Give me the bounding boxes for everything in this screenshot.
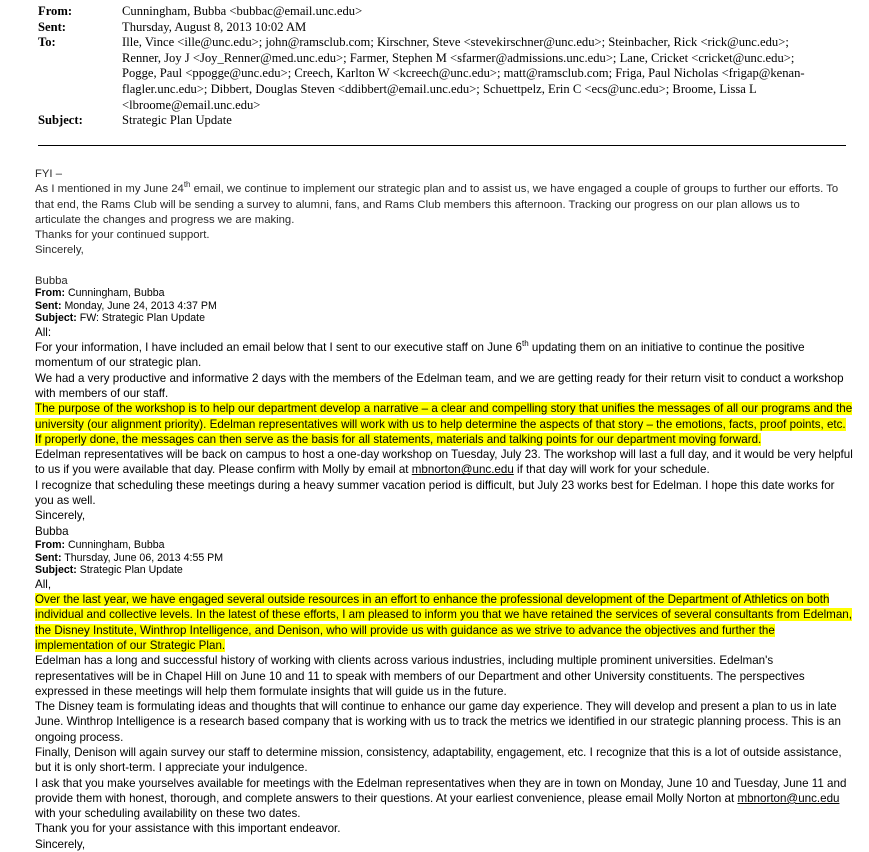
forward1-sent: Monday, June 24, 2013 4:37 PM (64, 299, 217, 312)
sent-label: Sent: (38, 19, 66, 34)
intro-message (35, 167, 845, 289)
email-link[interactable]: mbnorton@unc.edu (411, 463, 514, 477)
sent-value: Thursday, August 8, 2013 10:02 AM (122, 19, 307, 34)
from-row (38, 4, 848, 20)
forward2-subject: Strategic Plan Update (79, 564, 183, 577)
forward1-paragraph-4: Edelman representatives will be back on campus to host a one-day workshop on Tuesday, July 23. The workshop will last a full day, and it would be very helpful to us if you were available that day. Please confirm with Molly by email at mbnorton@unc.edu if that day will work for your schedule. (35, 448, 853, 477)
highlighted-text: Over the last year, we have engaged several outside resources in an effort to enhance the professional development of the Department of Athletics on both individual and collective levels. In the latest of these efforts, I am pleased to inform you that we have retained the services of several consultants from Edelman, the Disney Institute, Winthrop Intelligence, and Denison, who will provide us with guidance as we strive to advance the objectives and further the implementation of our Strategic Plan. (35, 593, 852, 652)
subject-label: Subject: (38, 113, 83, 128)
forward1-paragraph-2: We had a very productive and informative 2 days with the members of the Edelman team, and we are getting ready for their return visit to conduct a workshop with members of our staff. (35, 371, 844, 400)
intro-fyi: FYI – (35, 168, 62, 180)
to-row (38, 35, 848, 113)
to-label: To: (38, 35, 56, 50)
forward2-greeting: All, (35, 577, 52, 591)
forward1-greeting: All: (35, 325, 52, 339)
forward2-sent: Thursday, June 06, 2013 4:55 PM (64, 551, 224, 564)
intro-sincerely: Sincerely, (35, 244, 84, 257)
forward2-paragraph-1 (35, 592, 853, 653)
forwarded-thread (35, 287, 853, 852)
from-label: From: (38, 4, 73, 18)
forward1-signature: Bubba (35, 524, 69, 538)
forward1-paragraph-3 (35, 401, 853, 447)
forward2-from: Cunningham, Bubba (67, 538, 165, 551)
forward2-paragraph-5: I ask that you make yourselves available for meetings with the Edelman representatives when they are in town on Monday, June 10 and Tuesday, June 11 and provide them with honest, thorough, and complete answers to their questions. At your earliest convenience, please email Molly Norton at mbnorton@unc.edu with your scheduling availability on these two dates. (35, 776, 847, 821)
email-header (38, 4, 848, 129)
forward2-paragraph-4: Finally, Denison will again survey our staff to determine mission, consistency, adaptability, engagement, etc. I recognize that this is a lot of outside assistance, but it is only short-term. I appreciate your indulgence. (35, 745, 842, 775)
forward1-sincerely: Sincerely, (35, 509, 86, 523)
forward1-paragraph-1: For your information, I have included an email below that I sent to our executive staff on June 6th updating them on an initiative to continue the positive momentum of our strategic plan. (35, 339, 805, 370)
sent-row (38, 20, 848, 36)
forward1-meta: From: Cunningham, Bubba Sent: Monday, June 24, 2013 4:37 PM Subject: FW: Strategic Plan Update (35, 287, 217, 325)
intro-thanks: Thanks for your continued support. (35, 229, 210, 242)
forward2-paragraph-2: Edelman has a long and successful history of working with clients across various industries, including multiple prominent universities. Edelman's representatives will be in Chapel Hill on June 10 and 11 to speak with members of our Department and other University constituents. The perspectives expressed in these meetings will help them formulate insights that will guide us in the future. (35, 654, 805, 698)
forward1-subject: FW: Strategic Plan Update (79, 312, 205, 325)
forward1-paragraph-5: I recognize that scheduling these meetings during a heavy summer vacation period is difficult, but July 23 works best for Edelman. I hope this date works for you as well. (35, 478, 835, 508)
intro-signature: Bubba (35, 274, 68, 287)
forward2-paragraph-6: Thank you for your assistance with this important endeavor. (35, 822, 341, 836)
forward2-meta: From: Cunningham, Bubba Sent: Thursday, June 06, 2013 4:55 PM Subject: Strategic Plan Update (35, 538, 224, 577)
email-link[interactable]: mbnorton@unc.edu (737, 791, 840, 805)
header-divider (38, 145, 846, 146)
forward2-closing: Sincerely, (35, 837, 86, 851)
subject-row (38, 113, 848, 129)
intro-paragraph: As I mentioned in my June 24th email, we continue to implement our strategic plan and to assist us, we have engaged a couple of groups to further our efforts. To that end, the Rams Club will be sending a survey to alumni, fans, and Rams Club members this afternoon. Tracking our progress on our plan allows us to articulate the changes and progress we are making. (35, 180, 839, 226)
subject-value: Strategic Plan Update (122, 113, 232, 128)
to-value: Ille, Vince <ille@unc.edu>; john@ramsclub.com; Kirschner, Steve <stevekirschner@unc.edu>; Steinbacher, Rick <rick@unc.edu>; Renner, Joy J <Joy_Renner@med.unc.edu>; Farmer, Stephen M <sfarmer@admissions.unc.edu>; Lane, Cricket <cricket@unc.edu>; Pogge, Paul <ppogge@unc.edu>; Creech, Karlton W <kcreech@unc.edu>; matt@ramsclub.com; Friga, Paul Nicholas <frigap@kenan- flagler.unc.edu>; Dibbert, Douglas Steven <ddibbert@email.unc.edu>; Schuettpelz, Erin C <ecs@unc.edu>; Broome, Lissa L <lbroome@email.unc.edu> (122, 35, 805, 112)
highlighted-text: The purpose of the workshop is to help our department develop a narrative – a clear and compelling story that unifies the messages of all our programs and the university (our alignment priority). Edelman representatives will work with us to help determine the aspects of that story – the emotions, facts, proof points, etc. If properly done, the messages can then serve as the basis for all statements, materials and talking points for our department moving forward. (35, 402, 853, 446)
forward2-paragraph-3: The Disney team is formulating ideas and thoughts that will continue to enhance our game day experience. They will develop and present a plan to us in late June. Winthrop Intelligence is a research based company that is working with us to track the metrics we identified in our strategic planning process. This is an ongoing process. (35, 700, 841, 744)
forward1-from: Cunningham, Bubba (67, 287, 165, 299)
from-value: Cunningham, Bubba <bubbac@email.unc.edu> (122, 4, 363, 18)
